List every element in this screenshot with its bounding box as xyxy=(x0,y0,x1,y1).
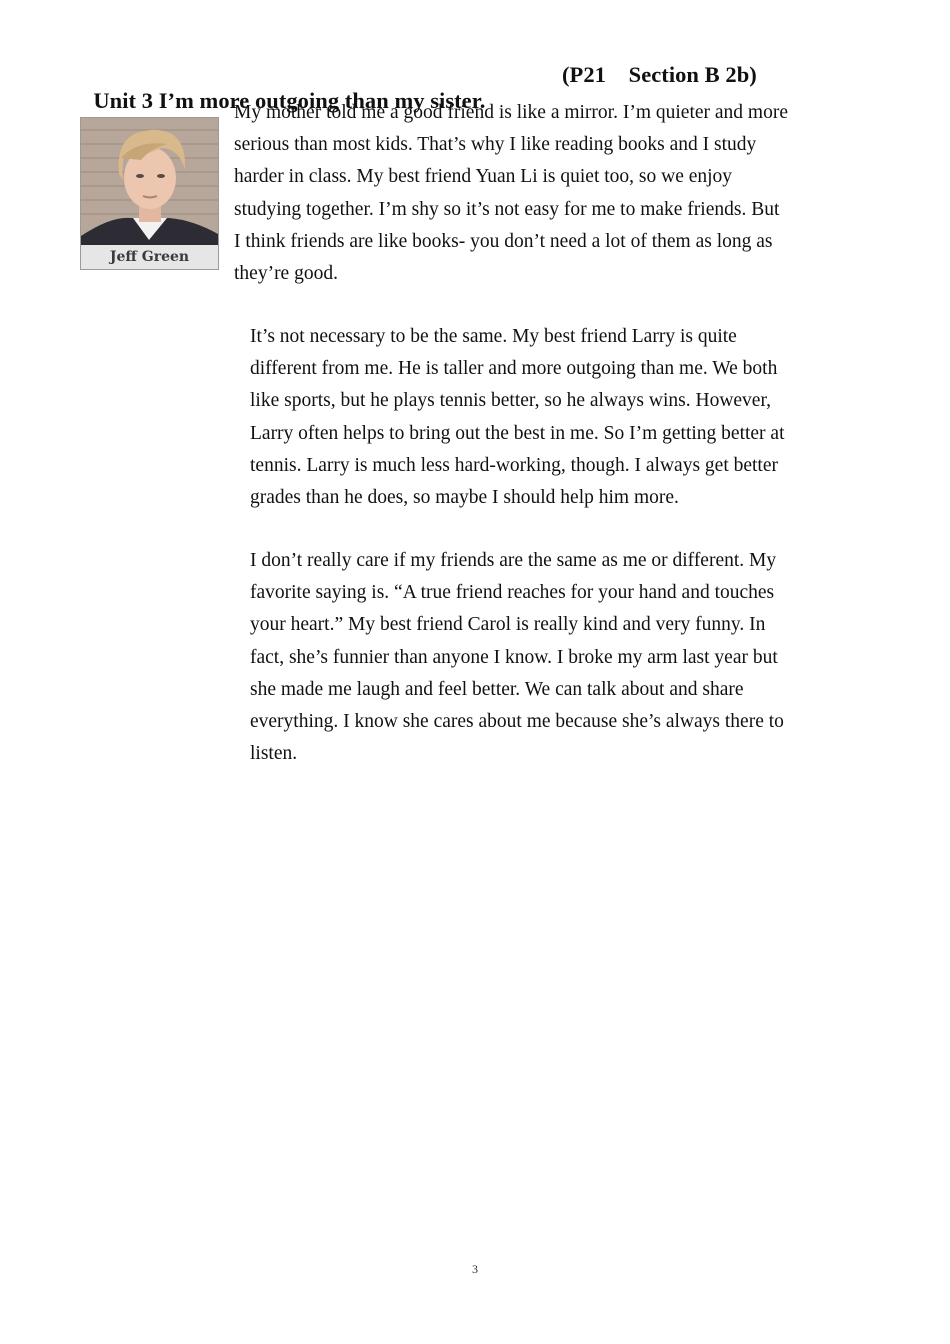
section-reference: (P21 Section B 2b) xyxy=(562,62,757,87)
text-line: harder in class. My best friend Yuan Li is quiet too, so we enjoy xyxy=(234,166,733,188)
paragraph-2 xyxy=(250,321,785,514)
unit-title: Unit 3 I’m more outgoing than my sister. xyxy=(93,88,486,113)
text-line: everything. I know she cares about me because she’s always there to xyxy=(250,711,784,733)
paragraph-3 xyxy=(250,545,784,770)
page-number: 3 xyxy=(472,1262,478,1276)
portrait-photo xyxy=(80,117,219,270)
text-line: studying together. I’m shy so it’s not easy for me to make friends. But xyxy=(234,198,780,220)
text-line: your heart.” My best friend Carol is really kind and very funny. In xyxy=(250,614,766,636)
text-line: My mother told me a good friend is like a mirror. I’m quieter and more xyxy=(234,102,788,123)
text-line: It’s not necessary to be the same. My best friend Larry is quite xyxy=(250,326,737,347)
text-line: favorite saying is. “A true friend reaches for your hand and touches xyxy=(250,582,775,604)
text-line: I don’t really care if my friends are the same as me or different. My xyxy=(250,550,777,571)
text-line: she made me laugh and feel better. We can talk about and share xyxy=(250,678,744,700)
text-line: serious than most kids. That’s why I like reading books and I study xyxy=(234,134,757,156)
photo-caption: Jeff Green xyxy=(81,245,218,269)
text-line: different from me. He is taller and more outgoing than me. We both xyxy=(250,358,778,380)
text-line: I think friends are like books- you don’t need a lot of them as long as xyxy=(234,230,773,252)
text-line: Larry often helps to bring out the best in me. So I’m getting better at xyxy=(250,422,785,444)
paragraph-1 xyxy=(234,97,788,290)
text-line: listen. xyxy=(250,743,298,765)
text-line: fact, she’s funnier than anyone I know. I broke my arm last year but xyxy=(250,646,778,668)
text-line: they’re good. xyxy=(234,263,338,285)
text-line: like sports, but he plays tennis better, so he always wins. However, xyxy=(250,390,772,412)
text-line: grades than he does, so maybe I should help him more. xyxy=(250,487,679,509)
text-line: tennis. Larry is much less hard-working, though. I always get better xyxy=(250,454,778,476)
